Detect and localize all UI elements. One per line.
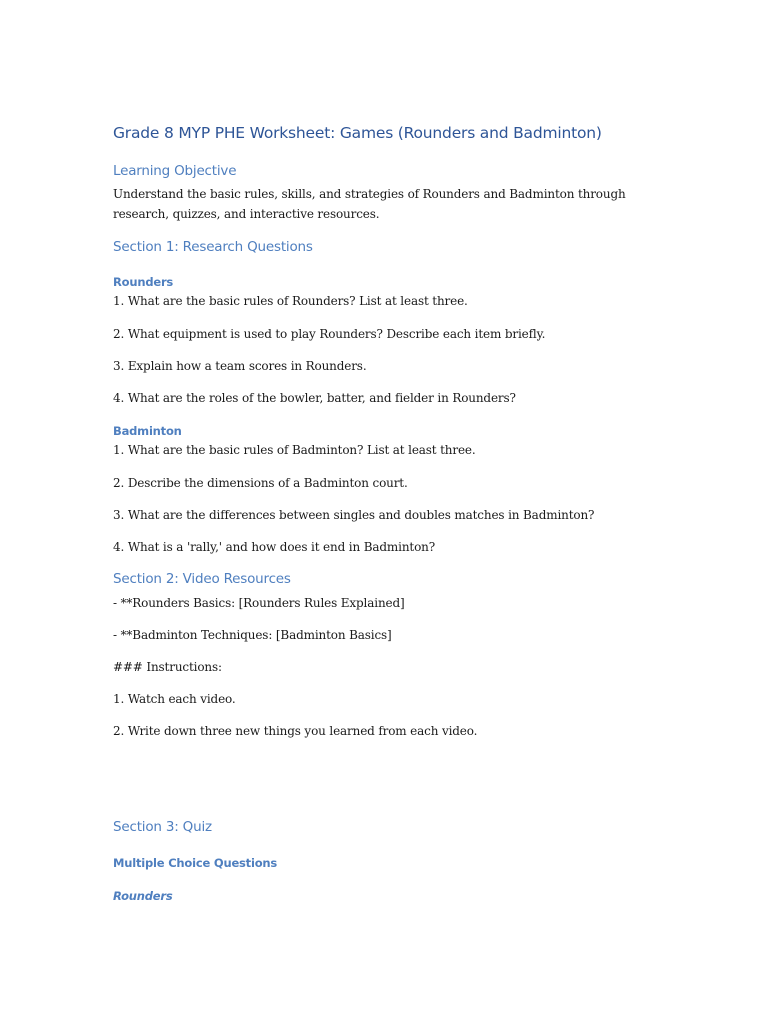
rounders-question-4: 4. What are the roles of the bowler, batter, and fielder in Rounders? [113, 391, 516, 405]
instructions-heading: ### Instructions: [113, 660, 222, 674]
multiple-choice-heading: Multiple Choice Questions [113, 856, 278, 870]
rounders-question-3: 3. Explain how a team scores in Rounders. [113, 359, 367, 373]
learning-objective-heading: Learning Objective [113, 163, 237, 179]
badminton-heading: Badminton [113, 424, 182, 438]
rounders-question-1: 1. What are the basic rules of Rounders? List at least three. [113, 294, 468, 308]
badminton-question-4: 4. What is a 'rally,' and how does it end in Badminton? [113, 540, 436, 554]
rounders-heading: Rounders [113, 275, 174, 289]
instruction-1: 1. Watch each video. [113, 692, 236, 706]
learning-objective-text-line1: Understand the basic rules, skills, and strategies of Rounders and Badminton through [113, 187, 626, 201]
video-resource-rounders: - **Rounders Basics: [Rounders Rules Explained] [113, 596, 405, 610]
section3-heading: Section 3: Quiz [113, 819, 212, 835]
badminton-question-2: 2. Describe the dimensions of a Badminton court. [113, 476, 408, 490]
instruction-2: 2. Write down three new things you learned from each video. [113, 724, 478, 738]
rounders-question-2: 2. What equipment is used to play Rounders? Describe each item briefly. [113, 327, 546, 341]
section2-heading: Section 2: Video Resources [113, 571, 291, 587]
badminton-question-1: 1. What are the basic rules of Badminton? List at least three. [113, 443, 476, 457]
section1-heading: Section 1: Research Questions [113, 239, 313, 255]
learning-objective-text-line2: research, quizzes, and interactive resources. [113, 207, 380, 221]
badminton-question-3: 3. What are the differences between singles and doubles matches in Badminton? [113, 508, 595, 522]
video-resource-badminton: - **Badminton Techniques: [Badminton Basics] [113, 628, 392, 642]
document-title: Grade 8 MYP PHE Worksheet: Games (Rounders and Badminton) [113, 124, 602, 142]
quiz-rounders-heading: Rounders [113, 889, 173, 903]
